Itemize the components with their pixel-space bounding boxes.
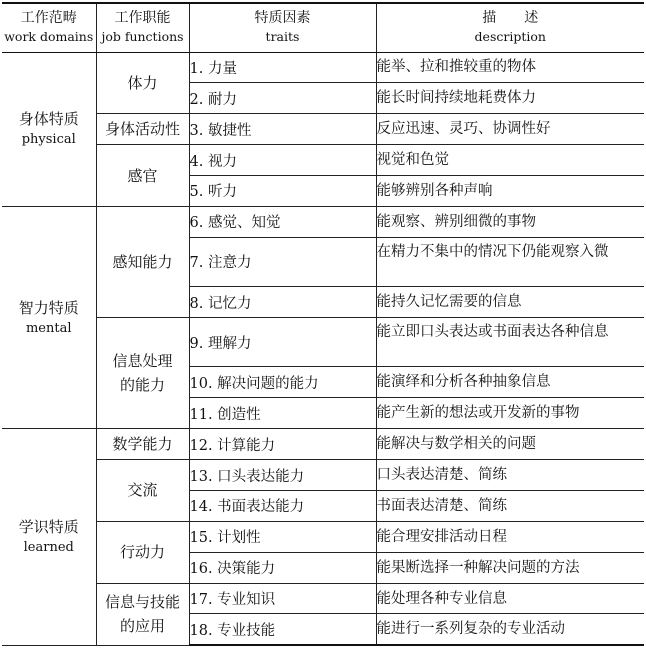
table-row	[2, 521, 644, 552]
trait-cell: 14. 书面表达能力	[189, 490, 376, 521]
function-info-skill-application: 信息与技能 的应用	[96, 583, 189, 645]
table-row	[2, 583, 644, 614]
header-work-domains: 工作范畴 work domains	[2, 3, 96, 52]
description-cell: 能解决与数学相关的问题	[376, 429, 644, 460]
description-cell: 能合理安排活动日程	[376, 521, 644, 552]
description-cell: 能演绎和分析各种抽象信息	[376, 367, 644, 398]
trait-cell: 12. 计算能力	[189, 429, 376, 460]
description-cell: 能够辨别各种声响	[376, 176, 644, 207]
description-cell: 能进行一系列复杂的专业活动	[376, 614, 644, 645]
description-cell: 能产生新的想法或开发新的事物	[376, 398, 644, 429]
function-communication: 交流	[96, 460, 189, 522]
table-row	[2, 114, 644, 145]
description-cell: 能立即口头表达或书面表达各种信息	[376, 318, 644, 367]
table-row	[2, 145, 644, 176]
header-row	[2, 3, 644, 52]
trait-cell: 18. 专业技能	[189, 614, 376, 645]
trait-cell: 17. 专业知识	[189, 583, 376, 614]
function-strength-group: 体力	[96, 52, 189, 114]
function-math: 数学能力	[96, 429, 189, 460]
function-senses: 感官	[96, 145, 189, 207]
trait-cell: 8. 记忆力	[189, 287, 376, 318]
trait-cell: 11. 创造性	[189, 398, 376, 429]
header-job-functions: 工作职能 job functions	[96, 3, 189, 52]
domain-physical: 身体特质 physical	[2, 52, 96, 206]
description-cell: 在精力不集中的情况下仍能观察入微	[376, 237, 644, 286]
domain-learned: 学识特质 learned	[2, 429, 96, 645]
header-traits: 特质因素 traits	[189, 3, 376, 52]
table-row	[2, 429, 644, 460]
function-action: 行动力	[96, 521, 189, 583]
function-information-processing: 信息处理 的能力	[96, 318, 189, 429]
traits-table	[2, 2, 644, 646]
description-cell: 能举、拉和推较重的物体	[376, 52, 644, 83]
description-cell: 能持久记忆需要的信息	[376, 287, 644, 318]
table-row	[2, 460, 644, 491]
description-cell: 反应迅速、灵巧、协调性好	[376, 114, 644, 145]
description-cell: 视觉和色觉	[376, 145, 644, 176]
trait-cell: 5. 听力	[189, 176, 376, 207]
trait-cell: 15. 计划性	[189, 521, 376, 552]
table-row	[2, 206, 644, 237]
trait-cell: 1. 力量	[189, 52, 376, 83]
description-cell: 能观察、辨别细微的事物	[376, 206, 644, 237]
description-cell: 书面表达清楚、简练	[376, 490, 644, 521]
trait-cell: 13. 口头表达能力	[189, 460, 376, 491]
table-row	[2, 52, 644, 83]
trait-cell: 7. 注意力	[189, 237, 376, 286]
trait-cell: 16. 决策能力	[189, 552, 376, 583]
trait-cell: 3. 敏捷性	[189, 114, 376, 145]
description-cell: 能长时间持续地耗费体力	[376, 83, 644, 114]
domain-mental: 智力特质 mental	[2, 206, 96, 428]
header-description: 描 述 description	[376, 3, 644, 52]
trait-cell: 10. 解决问题的能力	[189, 367, 376, 398]
table-row	[2, 318, 644, 367]
description-cell: 能处理各种专业信息	[376, 583, 644, 614]
function-body-activity: 身体活动性	[96, 114, 189, 145]
trait-cell: 2. 耐力	[189, 83, 376, 114]
trait-cell: 6. 感觉、知觉	[189, 206, 376, 237]
description-cell: 能果断选择一种解决问题的方法	[376, 552, 644, 583]
trait-cell: 4. 视力	[189, 145, 376, 176]
trait-cell: 9. 理解力	[189, 318, 376, 367]
function-perception: 感知能力	[96, 206, 189, 317]
description-cell: 口头表达清楚、简练	[376, 460, 644, 491]
